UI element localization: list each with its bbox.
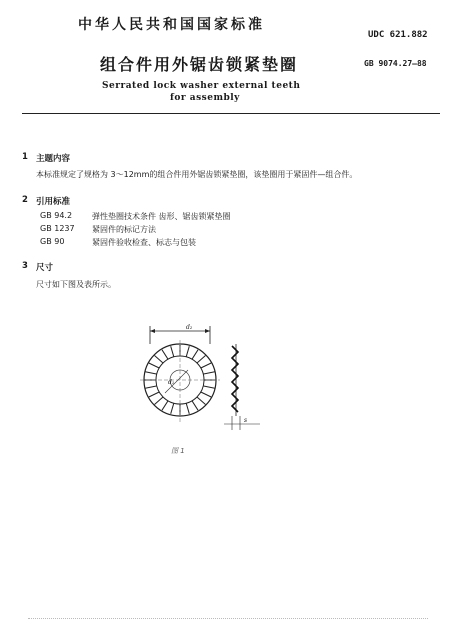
arrow-left bbox=[150, 329, 155, 333]
udc-code: UDC 621.882 bbox=[368, 30, 428, 40]
section-3-text: 尺寸如下图及表所示。 bbox=[36, 280, 116, 289]
washer-side-view bbox=[224, 344, 260, 430]
section-2-heading: 引用标准 bbox=[36, 197, 71, 207]
ref-code: GB 94.2 bbox=[40, 211, 73, 220]
title-chinese: 组合件用外锯齿锁紧垫圈 bbox=[100, 55, 299, 74]
section-1-heading: 主题内容 bbox=[36, 154, 71, 164]
title-english-line2: for assembly bbox=[170, 93, 240, 103]
section-1-number: 1 bbox=[22, 152, 28, 162]
ref-text: 弹性垫圈技术条件 齿形、锯齿锁紧垫圈 bbox=[92, 212, 231, 221]
ref-text: 紧固件的标记方法 bbox=[92, 225, 156, 234]
header-rule bbox=[22, 113, 440, 114]
ref-text: 紧固件验收检查、标志与包装 bbox=[92, 238, 196, 247]
figure-caption: 图 1 bbox=[171, 447, 185, 455]
dim-label-s: s bbox=[244, 417, 248, 424]
page-bottom-border bbox=[28, 618, 428, 619]
title-english-line1: Serrated lock washer external teeth bbox=[102, 81, 301, 91]
ref-code: GB 90 bbox=[40, 237, 65, 246]
section-2-number: 2 bbox=[22, 195, 28, 205]
arrow-right bbox=[205, 329, 210, 333]
dim-label-d2: d₂ bbox=[186, 324, 193, 331]
dim-label-d1: d₁ bbox=[168, 379, 175, 386]
section-3-number: 3 bbox=[22, 261, 28, 271]
washer-drawing bbox=[120, 318, 270, 438]
gb-number: GB 9074.27—88 bbox=[364, 59, 427, 68]
section-1-text: 本标准规定了规格为 3～12mm的组合件用外锯齿锁紧垫圈，该垫圈用于紧固件—组合件。 bbox=[36, 170, 358, 179]
standard-header: 中华人民共和国国家标准 bbox=[78, 17, 265, 33]
section-3-heading: 尺寸 bbox=[36, 263, 54, 273]
ref-code: GB 1237 bbox=[40, 224, 75, 233]
